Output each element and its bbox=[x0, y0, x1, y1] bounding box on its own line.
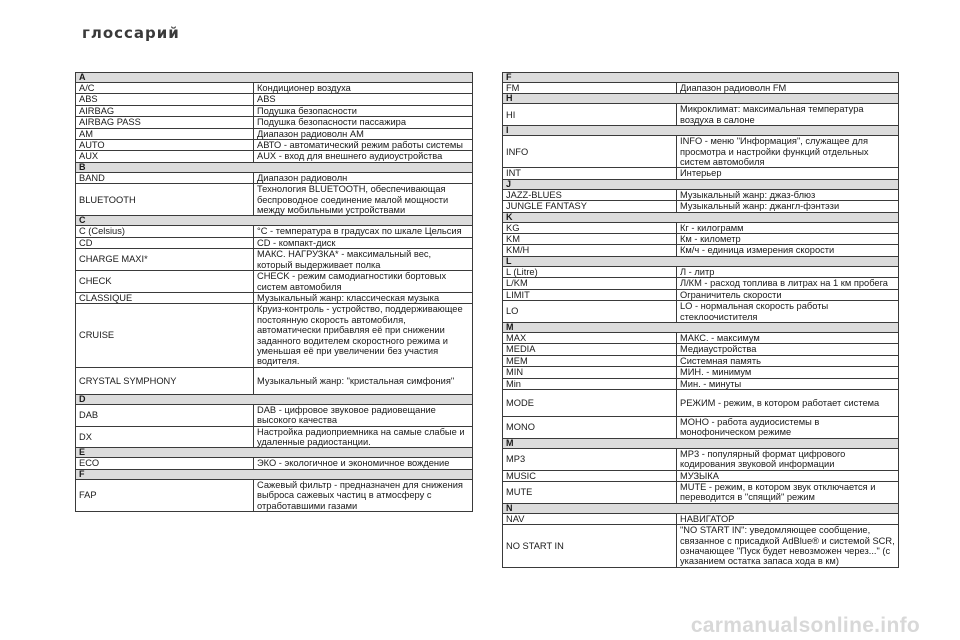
glossary-term: CLASSIQUE bbox=[76, 292, 254, 303]
glossary-term: CRYSTAL SYMPHONY bbox=[76, 367, 254, 394]
glossary-term: FAP bbox=[76, 479, 254, 511]
glossary-term: BAND bbox=[76, 172, 254, 183]
glossary-definition: Км - километр bbox=[677, 234, 899, 245]
section-letter: M bbox=[503, 438, 899, 448]
glossary-row bbox=[76, 151, 473, 162]
glossary-term: DX bbox=[76, 426, 254, 448]
glossary-definition: LO - нормальная скорость работы стеклоочистителя bbox=[677, 301, 899, 323]
glossary-term: KG bbox=[503, 222, 677, 233]
glossary-definition: Музыкальный жанр: классическая музыка bbox=[254, 292, 473, 303]
section-header-row bbox=[503, 256, 899, 266]
glossary-definition: Музыкальный жанр: джангл-фэнтэзи bbox=[677, 201, 899, 212]
glossary-row bbox=[76, 94, 473, 105]
glossary-row bbox=[503, 222, 899, 233]
section-letter: L bbox=[503, 256, 899, 266]
glossary-row bbox=[76, 184, 473, 216]
glossary-row bbox=[76, 117, 473, 128]
glossary-term: L (Litre) bbox=[503, 266, 677, 277]
section-header-row bbox=[76, 73, 473, 83]
glossary-definition: ЭКО - экологичное и экономичное вождение bbox=[254, 458, 473, 469]
glossary-definition: НАВИГАТОР bbox=[677, 513, 899, 524]
glossary-table-right bbox=[502, 72, 899, 568]
glossary-row bbox=[76, 83, 473, 94]
glossary-row bbox=[503, 332, 899, 343]
section-header-row bbox=[76, 162, 473, 172]
glossary-term: AM bbox=[76, 128, 254, 139]
glossary-definition: Системная память bbox=[677, 355, 899, 366]
glossary-definition: AUX - вход для внешнего аудиоустройства bbox=[254, 151, 473, 162]
glossary-row bbox=[503, 266, 899, 277]
glossary-definition: Диапазон радиоволн AM bbox=[254, 128, 473, 139]
glossary-row bbox=[76, 404, 473, 426]
glossary-row bbox=[503, 301, 899, 323]
glossary-definition: Диапазон радиоволн FM bbox=[677, 83, 899, 94]
section-header-row bbox=[76, 216, 473, 226]
glossary-term: MAX bbox=[503, 332, 677, 343]
glossary-term: MODE bbox=[503, 389, 677, 416]
section-letter: E bbox=[76, 448, 473, 458]
glossary-row bbox=[503, 278, 899, 289]
section-letter: D bbox=[76, 394, 473, 404]
glossary-table-left bbox=[75, 72, 473, 512]
glossary-row bbox=[503, 245, 899, 256]
glossary-definition: °C - температура в градусах по шкале Цельсия bbox=[254, 226, 473, 237]
glossary-row bbox=[76, 105, 473, 116]
glossary-definition: Л - литр bbox=[677, 266, 899, 277]
section-letter: I bbox=[503, 126, 899, 136]
glossary-term: CHECK bbox=[76, 271, 254, 293]
glossary-row bbox=[76, 237, 473, 248]
section-header-row bbox=[503, 179, 899, 189]
section-header-row bbox=[503, 73, 899, 83]
glossary-row bbox=[76, 479, 473, 511]
glossary-row bbox=[76, 140, 473, 151]
glossary-term: AIRBAG PASS bbox=[76, 117, 254, 128]
glossary-definition: Кг - килограмм bbox=[677, 222, 899, 233]
glossary-definition: CHECK - режим самодиагностики бортовых систем автомобиля bbox=[254, 271, 473, 293]
section-header-row bbox=[503, 94, 899, 104]
glossary-definition: МИН. - минимум bbox=[677, 367, 899, 378]
section-letter: N bbox=[503, 503, 899, 513]
glossary-term: MEDIA bbox=[503, 344, 677, 355]
section-letter: F bbox=[503, 73, 899, 83]
glossary-row bbox=[503, 378, 899, 389]
glossary-row bbox=[503, 355, 899, 366]
glossary-definition: Музыкальный жанр: джаз-блюз bbox=[677, 189, 899, 200]
glossary-row bbox=[503, 201, 899, 212]
glossary-term: BLUETOOTH bbox=[76, 184, 254, 216]
glossary-definition: МАКС. - максимум bbox=[677, 332, 899, 343]
glossary-term: ABS bbox=[76, 94, 254, 105]
glossary-row bbox=[76, 367, 473, 394]
glossary-row bbox=[503, 513, 899, 524]
glossary-term: MUSIC bbox=[503, 470, 677, 481]
glossary-row bbox=[503, 470, 899, 481]
glossary-definition: Музыкальный жанр: "кристальная симфония" bbox=[254, 367, 473, 394]
glossary-row bbox=[503, 168, 899, 179]
section-header-row bbox=[503, 322, 899, 332]
glossary-term: CRUISE bbox=[76, 304, 254, 367]
glossary-term: MONO bbox=[503, 416, 677, 438]
glossary-definition: Мин. - минуты bbox=[677, 378, 899, 389]
glossary-row bbox=[503, 234, 899, 245]
glossary-row bbox=[76, 304, 473, 367]
glossary-term: INT bbox=[503, 168, 677, 179]
glossary-term: ECO bbox=[76, 458, 254, 469]
watermark: carmanualsonline.info bbox=[690, 614, 920, 637]
glossary-term: MUTE bbox=[503, 481, 677, 503]
glossary-definition: Подушка безопасности пассажира bbox=[254, 117, 473, 128]
glossary-row bbox=[76, 249, 473, 271]
glossary-row bbox=[76, 292, 473, 303]
glossary-definition: АВТО - автоматический режим работы системы bbox=[254, 140, 473, 151]
glossary-definition: Сажевый фильтр - предназначен для снижения выброса сажевых частиц в атмосферу с отработавшими газами bbox=[254, 479, 473, 511]
glossary-row bbox=[503, 481, 899, 503]
glossary-definition: MP3 - популярный формат цифрового кодирования звуковой информации bbox=[677, 448, 899, 470]
glossary-row bbox=[76, 458, 473, 469]
section-letter: J bbox=[503, 179, 899, 189]
glossary-definition: Круиз-контроль - устройство, поддерживающее постоянную скорость автомобиля, автоматически прибавляя её при снижении заданного водителем скоростного режима и уменьшая её при увеличении без участия водителя. bbox=[254, 304, 473, 367]
glossary-term: JAZZ-BLUES bbox=[503, 189, 677, 200]
glossary-term: INFO bbox=[503, 136, 677, 168]
glossary-row bbox=[76, 226, 473, 237]
glossary-term: KM/H bbox=[503, 245, 677, 256]
section-letter: H bbox=[503, 94, 899, 104]
glossary-definition: Медиаустройства bbox=[677, 344, 899, 355]
glossary-term: MEM bbox=[503, 355, 677, 366]
section-header-row bbox=[503, 438, 899, 448]
glossary-term: DAB bbox=[76, 404, 254, 426]
glossary-definition: DAB - цифровое звуковое радиовещание высокого качества bbox=[254, 404, 473, 426]
glossary-row bbox=[503, 389, 899, 416]
glossary-definition: РЕЖИМ - режим, в котором работает система bbox=[677, 389, 899, 416]
glossary-definition: МОНО - работа аудиосистемы в монофоническом режиме bbox=[677, 416, 899, 438]
glossary-row bbox=[503, 189, 899, 200]
glossary-definition: Интерьер bbox=[677, 168, 899, 179]
glossary-term: Min bbox=[503, 378, 677, 389]
glossary-row bbox=[503, 83, 899, 94]
glossary-row bbox=[503, 525, 899, 568]
section-header-row bbox=[76, 469, 473, 479]
glossary-definition: Настройка радиоприемника на самые слабые и удаленные радиостанции. bbox=[254, 426, 473, 448]
glossary-term: AUTO bbox=[76, 140, 254, 151]
glossary-definition: MUTE - режим, в котором звук отключается и переводится в "спящий" режим bbox=[677, 481, 899, 503]
glossary-definition: Подушка безопасности bbox=[254, 105, 473, 116]
glossary-definition: Диапазон радиоволн bbox=[254, 172, 473, 183]
glossary-definition: Микроклимат: максимальная температура воздуха в салоне bbox=[677, 104, 899, 126]
glossary-definition: Л/КМ - расход топлива в литрах на 1 км пробега bbox=[677, 278, 899, 289]
glossary-term: KM bbox=[503, 234, 677, 245]
section-letter: A bbox=[76, 73, 473, 83]
glossary-term: CHARGE MAXI* bbox=[76, 249, 254, 271]
glossary-row bbox=[76, 426, 473, 448]
section-header-row bbox=[76, 448, 473, 458]
glossary-term: L/KM bbox=[503, 278, 677, 289]
glossary-row bbox=[76, 128, 473, 139]
glossary-row bbox=[503, 367, 899, 378]
glossary-term: LO bbox=[503, 301, 677, 323]
page-title: глоссарий bbox=[82, 24, 180, 42]
section-letter: B bbox=[76, 162, 473, 172]
section-header-row bbox=[503, 126, 899, 136]
glossary-definition: "NO START IN": уведомляющее сообщение, связанное с присадкой AdBlue® и системой SCR, означающее "Пуск будет невозможен через..." (с указанием остатка запаса хода в км) bbox=[677, 525, 899, 568]
section-letter: K bbox=[503, 212, 899, 222]
glossary-term: MP3 bbox=[503, 448, 677, 470]
glossary-term: C (Celsius) bbox=[76, 226, 254, 237]
glossary-term: AIRBAG bbox=[76, 105, 254, 116]
glossary-definition: ABS bbox=[254, 94, 473, 105]
glossary-term: HI bbox=[503, 104, 677, 126]
glossary-definition: Кондиционер воздуха bbox=[254, 83, 473, 94]
glossary-definition: Технология BLUETOOTH, обеспечивающая беспроводное соединение малой мощности между мобильными устройствами bbox=[254, 184, 473, 216]
section-header-row bbox=[503, 212, 899, 222]
glossary-definition: Км/ч - единица измерения скорости bbox=[677, 245, 899, 256]
glossary-row bbox=[503, 448, 899, 470]
glossary-term: MIN bbox=[503, 367, 677, 378]
glossary-term: JUNGLE FANTASY bbox=[503, 201, 677, 212]
glossary-term: LIMIT bbox=[503, 289, 677, 300]
glossary-row bbox=[503, 289, 899, 300]
glossary-row bbox=[503, 136, 899, 168]
section-header-row bbox=[503, 503, 899, 513]
glossary-definition: Ограничитель скорости bbox=[677, 289, 899, 300]
glossary-definition: CD - компакт-диск bbox=[254, 237, 473, 248]
section-header-row bbox=[76, 394, 473, 404]
glossary-term: NAV bbox=[503, 513, 677, 524]
section-letter: M bbox=[503, 322, 899, 332]
glossary-row bbox=[76, 172, 473, 183]
glossary-row bbox=[503, 344, 899, 355]
glossary-term: FM bbox=[503, 83, 677, 94]
glossary-definition: МАКС. НАГРУЗКА* - максимальный вес, который выдерживает полка bbox=[254, 249, 473, 271]
glossary-row bbox=[76, 271, 473, 293]
glossary-term: CD bbox=[76, 237, 254, 248]
section-letter: F bbox=[76, 469, 473, 479]
section-letter: C bbox=[76, 216, 473, 226]
glossary-term: AUX bbox=[76, 151, 254, 162]
glossary-row bbox=[503, 416, 899, 438]
glossary-term: A/C bbox=[76, 83, 254, 94]
glossary-row bbox=[503, 104, 899, 126]
glossary-definition: INFO - меню "Информация", служащее для просмотра и настройки функций отдельных систем автомобиля bbox=[677, 136, 899, 168]
glossary-definition: МУЗЫКА bbox=[677, 470, 899, 481]
glossary-term: NO START IN bbox=[503, 525, 677, 568]
